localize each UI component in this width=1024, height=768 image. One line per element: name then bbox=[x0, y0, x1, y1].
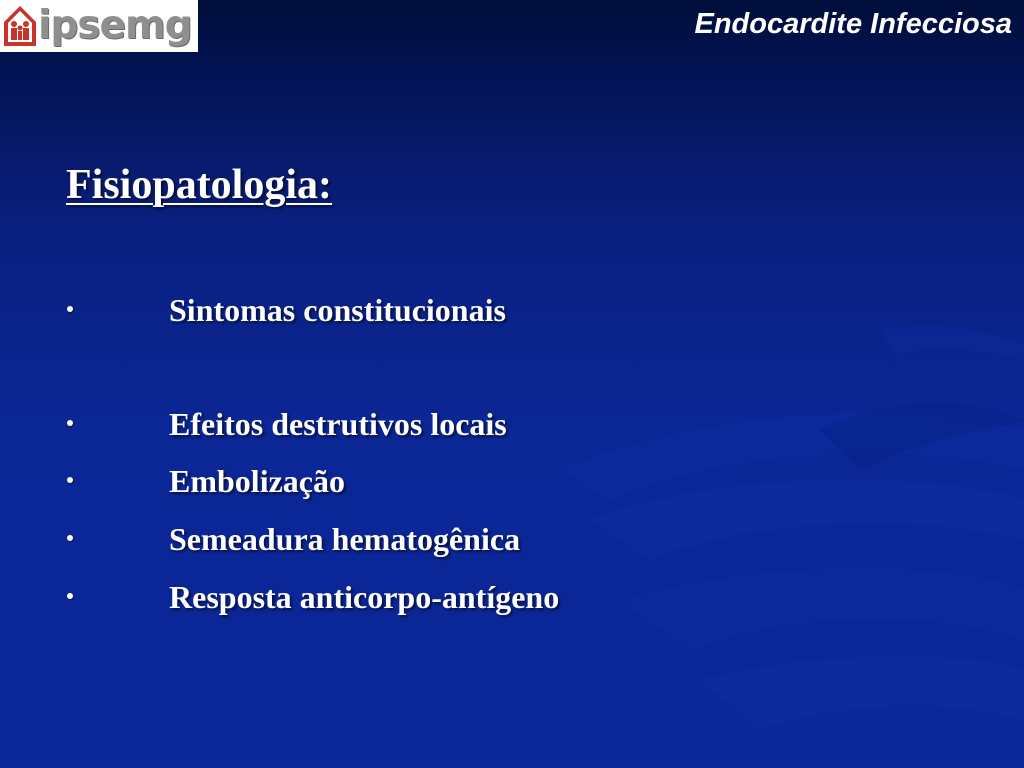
bullet-dot-icon bbox=[67, 477, 73, 483]
bullet-text: Semeadura hematogênica bbox=[169, 521, 521, 557]
logo-wordmark: ipsemg bbox=[38, 2, 192, 48]
ipsemg-logo bbox=[0, 0, 198, 52]
bullet-text: Sintomas constitucionais bbox=[169, 292, 506, 328]
bullet-text: Resposta anticorpo-antígeno bbox=[169, 579, 560, 615]
slide-title: Fisiopatologia: bbox=[66, 162, 333, 208]
bullet-dot-icon bbox=[67, 306, 73, 312]
bullet-text: Efeitos destrutivos locais bbox=[169, 406, 507, 442]
bullet-text: Embolização bbox=[169, 463, 345, 499]
bullet-dot-icon bbox=[67, 420, 73, 426]
slide-topic-heading: Endocardite Infecciosa bbox=[694, 8, 1012, 40]
ipsemg-people-house-icon bbox=[2, 4, 38, 48]
bullet-dot-icon bbox=[67, 535, 73, 541]
bullet-dot-icon bbox=[67, 593, 73, 599]
